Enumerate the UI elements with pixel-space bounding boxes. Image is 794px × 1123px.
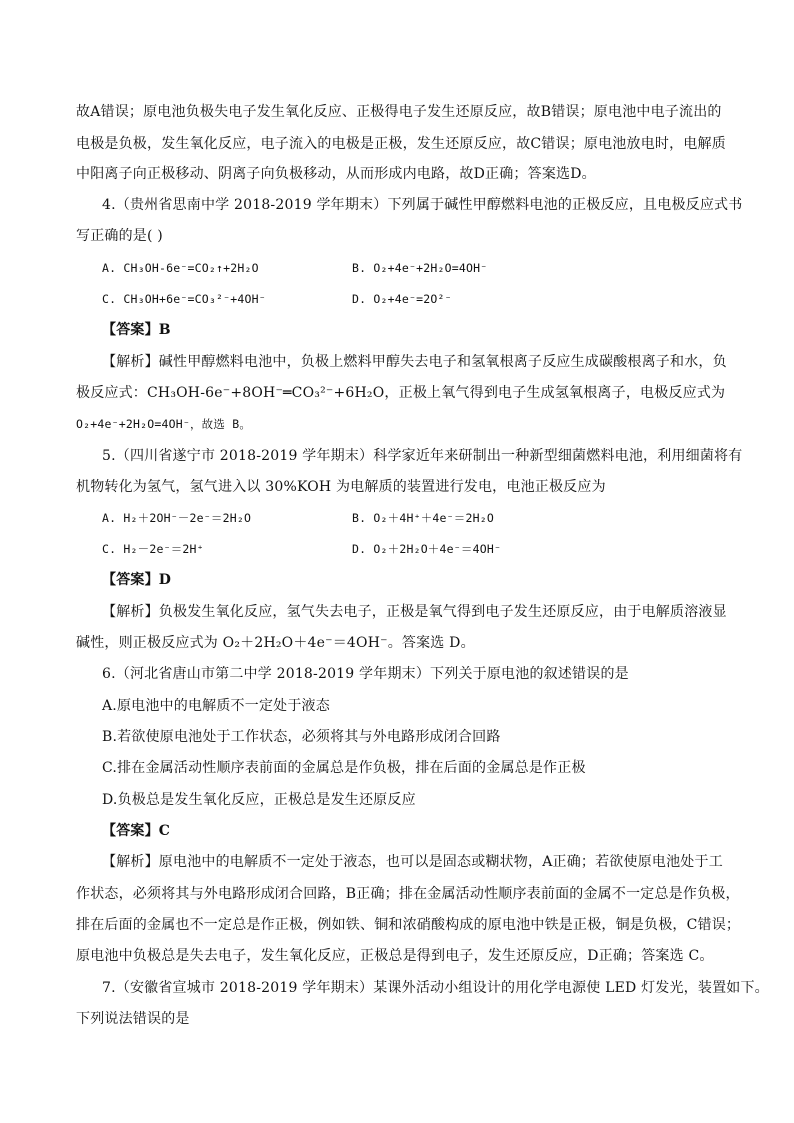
analysis-text: O₂+4e⁻+2H₂O=4OH⁻，故选 B。 bbox=[76, 417, 252, 431]
analysis-text: 极反应式：CH₃OH-6e⁻+8OH⁻═CO₃²⁻+6H₂O，正极上氧气得到电子生成氢氧根离子，电极反应式为 bbox=[76, 385, 726, 401]
answer-label: 【答案】D bbox=[102, 572, 172, 588]
question-5-stem: 机物转化为氢气，氢气进入以 30%KOH 为电解质的装置进行发电，电池正极反应为 bbox=[76, 479, 606, 495]
text-line: 电极是负极，发生氧化反应，电子流入的电极是正极，发生还原反应，故C错误；原电池放电时，电解质 bbox=[76, 136, 726, 152]
option-c: C.排在金属活动性顺序表前面的金属总是作负极，排在后面的金属总是作正极 bbox=[102, 760, 586, 776]
option-c: C. CH₃OH+6e⁻=CO₃²⁻+4OH⁻ bbox=[102, 292, 266, 306]
question-7-stem: 7.（安徽省宣城市 2018-2019 学年期末）某课外活动小组设计的用化学电源使 LED 灯发光，装置如下。 bbox=[102, 980, 769, 996]
option-d: D.负极总是发生氧化反应，正极总是发生还原反应 bbox=[102, 792, 416, 808]
analysis-text: 碱性，则正极反应式为 O₂＋2H₂O＋4e⁻＝4OH⁻。答案选 D。 bbox=[76, 635, 475, 651]
question-6-stem: 6.（河北省唐山市第二中学 2018-2019 学年期末）下列关于原电池的叙述错误的是 bbox=[102, 666, 629, 682]
option-d: D. O₂+4e⁻=2O²⁻ bbox=[352, 292, 452, 306]
analysis-text: 排在后面的金属也不一定总是作正极，例如铁、铜和浓硝酸构成的原电池中铁是正极，铜是负极，C错误； bbox=[76, 917, 741, 933]
option-b: B. O₂+4e⁻+2H₂O=4OH⁻ bbox=[352, 261, 488, 275]
analysis-text: 【解析】碱性甲醇燃料电池中，负极上燃料甲醇失去电子和氢氧根离子反应生成碳酸根离子和水，负 bbox=[102, 354, 727, 370]
option-a: A. H₂＋2OH⁻－2e⁻＝2H₂O bbox=[102, 511, 252, 525]
text-line: 故A错误；原电池负极失电子发生氧化反应、正极得电子发生还原反应，故B错误；原电池中电子流出的 bbox=[76, 104, 722, 120]
question-4-stem: 4.（贵州省思南中学 2018-2019 学年期末）下列属于碱性甲醇燃料电池的正极反应，且电极反应式书 bbox=[102, 197, 743, 213]
option-a: A.原电池中的电解质不一定处于液态 bbox=[102, 698, 330, 714]
option-d: D. O₂＋2H₂O＋4e⁻＝4OH⁻ bbox=[352, 542, 502, 556]
answer-label: 【答案】C bbox=[102, 823, 171, 839]
option-b: B.若欲使原电池处于工作状态，必须将其与外电路形成闭合回路 bbox=[102, 729, 501, 745]
answer-label: 【答案】B bbox=[102, 322, 171, 338]
option-b: B. O₂＋4H⁺＋4e⁻＝2H₂O bbox=[352, 511, 494, 525]
analysis-text: 【解析】原电池中的电解质不一定处于液态，也可以是固态或糊状物，A正确；若欲使原电池处于工 bbox=[102, 854, 723, 870]
option-c: C. H₂－2e⁻＝2H⁺ bbox=[102, 542, 204, 556]
question-5-stem: 5.（四川省遂宁市 2018-2019 学年期末）科学家近年来研制出一种新型细菌燃料电池，利用细菌将有 bbox=[102, 448, 743, 464]
analysis-text: 原电池中负极总是失去电子，发生氧化反应，正极总是得到电子，发生还原反应，D正确；答案选 C。 bbox=[76, 948, 714, 964]
analysis-text: 作状态，必须将其与外电路形成闭合回路，B正确；排在金属活动性顺序表前面的金属不一定总是作负极， bbox=[76, 886, 740, 902]
option-a: A. CH₃OH-6e⁻=CO₂↑+2H₂O bbox=[102, 261, 259, 275]
question-7-stem: 下列说法错误的是 bbox=[76, 1011, 190, 1027]
question-4-stem: 写正确的是( ) bbox=[76, 228, 163, 244]
text-line: 中阳离子向正极移动、阴离子向负极移动，从而形成内电路，故D正确；答案选D。 bbox=[76, 166, 596, 182]
analysis-text: 【解析】负极发生氧化反应，氢气失去电子，正极是氧气得到电子发生还原反应，由于电解质溶液显 bbox=[102, 604, 727, 620]
